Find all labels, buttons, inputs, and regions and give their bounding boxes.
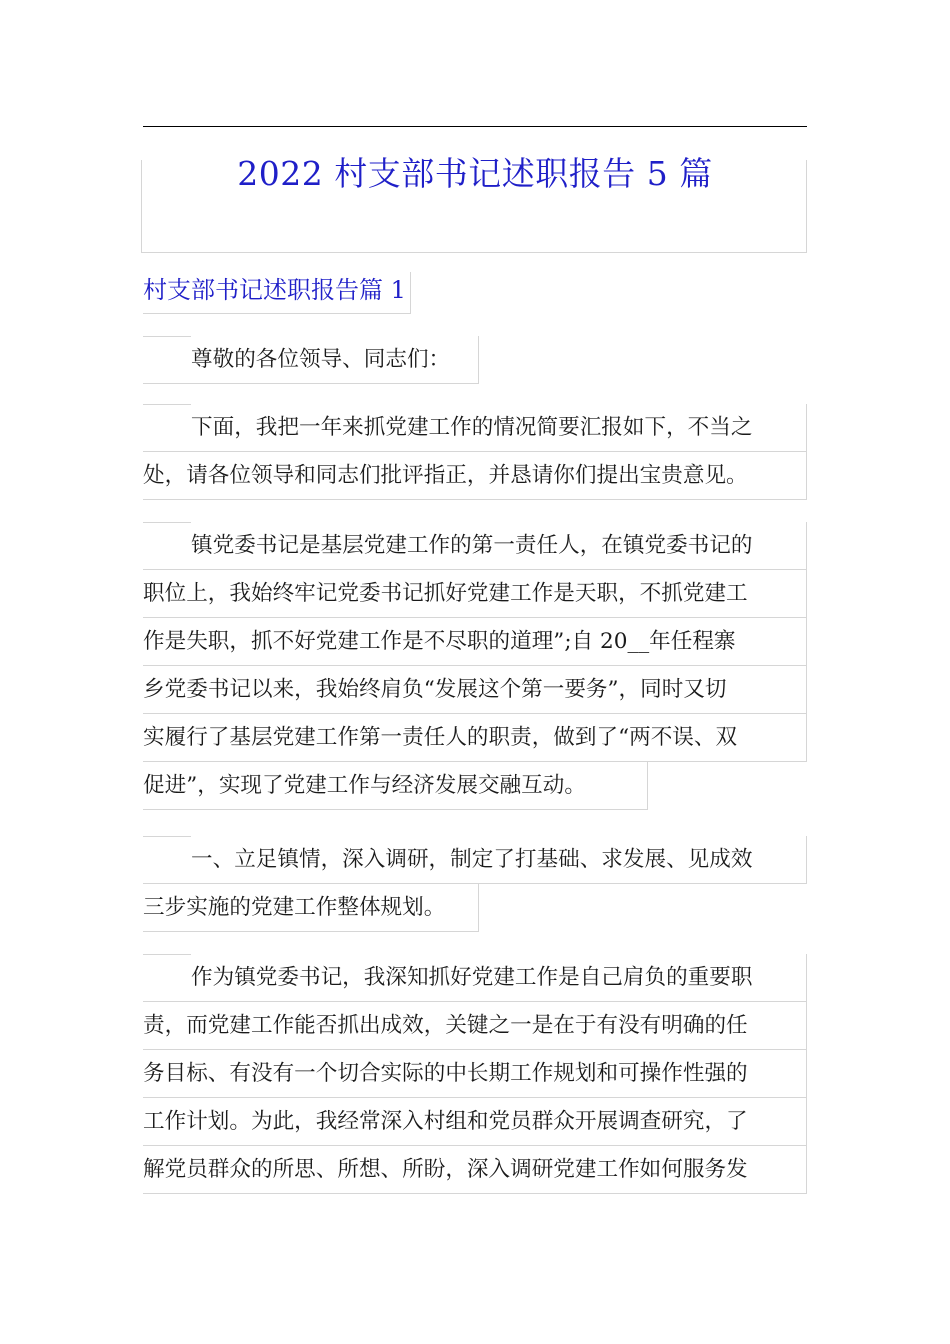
paragraph-line: 实履行了基层党建工作第一责任人的职责，做到了“两不误、双: [143, 714, 807, 762]
paragraph-section-one: [143, 836, 807, 932]
paragraph-line: 镇党委书记是基层党建工作的第一责任人，在镇党委书记的: [143, 522, 807, 570]
paragraph-line: 解党员群众的所思、所想、所盼，深入调研党建工作如何服务发: [143, 1146, 807, 1194]
paragraph-salutation: [143, 336, 479, 384]
paragraph-line: 尊敬的各位领导、同志们：: [143, 336, 479, 384]
header-rule: [143, 126, 807, 127]
paragraph-line: 作为镇党委书记，我深知抓好党建工作是自己肩负的重要职: [143, 954, 807, 1002]
paragraph-line: 职位上，我始终牢记党委书记抓好党建工作是天职，不抓党建工: [143, 570, 807, 618]
paragraph-line: 三步实施的党建工作整体规划。: [143, 884, 479, 932]
paragraph-line: 一、立足镇情，深入调研，制定了打基础、求发展、见成效: [143, 836, 807, 884]
paragraph-responsibility: [143, 522, 807, 810]
document-title: 2022 村支部书记述职报告 5 篇: [237, 154, 713, 193]
paragraph-line: 责，而党建工作能否抓出成效，关键之一是在于有没有明确的任: [143, 1002, 807, 1050]
paragraph-line: 处，请各位领导和同志们批评指正，并恳请你们提出宝贵意见。: [143, 452, 807, 500]
paragraph-line: 作是失职，抓不好党建工作是不尽职的道理”;自 20__年任程寨: [143, 618, 807, 666]
paragraph-planning: [143, 954, 807, 1194]
paragraph-line: 促进”，实现了党建工作与经济发展交融互动。: [143, 762, 648, 810]
paragraph-line: 务目标、有没有一个切合实际的中长期工作规划和可操作性强的: [143, 1050, 807, 1098]
paragraph-intro: [143, 404, 807, 500]
section-heading: 村支部书记述职报告篇 1: [143, 272, 411, 314]
paragraph-line: 工作计划。为此，我经常深入村组和党员群众开展调查研究，了: [143, 1098, 807, 1146]
paragraph-line: 乡党委书记以来，我始终肩负“发展这个第一要务”，同时又切: [143, 666, 807, 714]
paragraph-line: 下面，我把一年来抓党建工作的情况简要汇报如下，不当之: [143, 404, 807, 452]
